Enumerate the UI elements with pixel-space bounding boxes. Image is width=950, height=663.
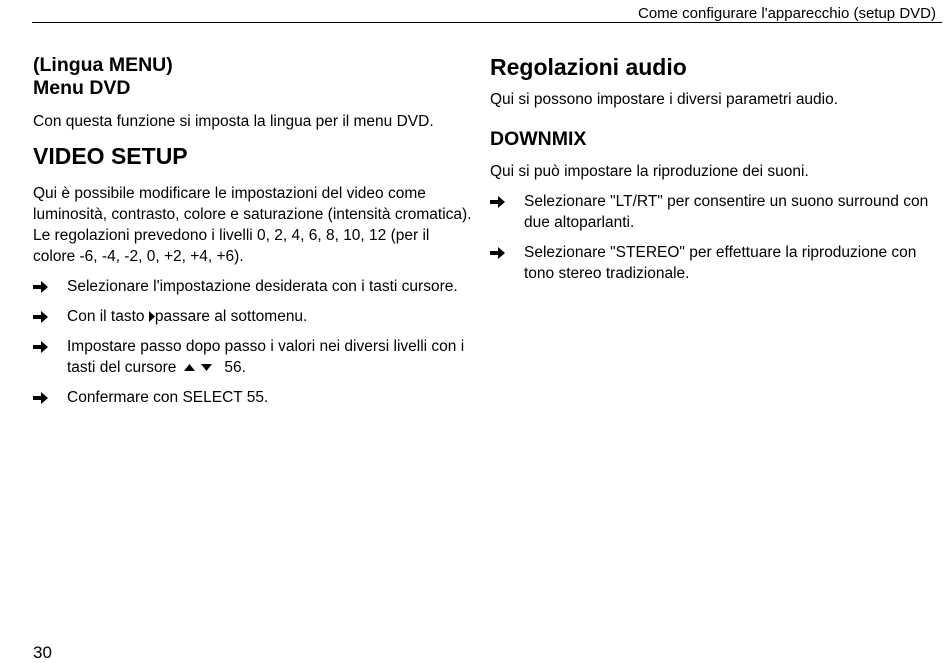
video-bullet-3 — [33, 336, 473, 378]
arrow-right-icon — [33, 280, 49, 294]
video-bullet-4 — [33, 387, 473, 408]
video-setup-text: Qui è possibile modificare le impostazioni del video come luminosità, contrasto, colore e saturazione (intensità cromatica). Le regolazioni prevedono i livelli 0, 2, 4, 6, 8, 10, 12 (per il colore -6, -4, -2, 0, +2, +4, +6). — [33, 185, 472, 265]
audio-text: Qui si possono impostare i diversi parametri audio. — [490, 91, 839, 108]
arrow-right-icon — [490, 246, 506, 260]
downmix-bullet-2-text: Selezionare "STEREO" per effettuare la riproduzione con tono stereo tradizionale. — [524, 244, 917, 282]
video-bullet-3-ref: 56. — [224, 359, 246, 376]
downmix-heading: DOWNMIX — [490, 128, 587, 150]
downmix-bullet-1-text: Selezionare "LT/RT" per consentire un suono surround con due altoparlanti. — [524, 193, 929, 231]
lingua-text: Con questa funzione si imposta la lingua per il menu DVD. — [33, 113, 434, 130]
downmix-bullet-2 — [490, 242, 930, 284]
video-bullet-2-pre: Con il tasto — [67, 308, 145, 325]
video-setup-heading: VIDEO SETUP — [33, 143, 188, 169]
arrow-right-icon — [33, 391, 49, 405]
triangle-up-icon — [184, 364, 195, 371]
video-bullet-2 — [33, 306, 473, 327]
page-number: 30 — [33, 643, 52, 662]
downmix-text: Qui si può impostare la riproduzione dei suoni. — [490, 163, 809, 180]
video-bullet-3-text: Impostare passo dopo passo i valori nei diversi livelli con i tasti del cursore — [67, 338, 465, 376]
triangle-down-icon — [201, 364, 212, 371]
lingua-menu-heading — [33, 54, 473, 100]
lingua-heading-line1: (Lingua MENU) — [33, 54, 173, 76]
left-column — [33, 54, 473, 408]
audio-heading: Regolazioni audio — [490, 54, 687, 80]
header-divider — [32, 22, 942, 23]
lingua-heading-line2: Menu DVD — [33, 77, 131, 99]
arrow-right-icon — [33, 340, 49, 354]
video-bullet-1 — [33, 276, 473, 297]
arrow-right-icon — [490, 195, 506, 209]
arrow-right-icon — [33, 310, 49, 324]
video-bullet-4-text: Confermare con SELECT 55. — [67, 389, 269, 406]
downmix-bullet-1 — [490, 191, 930, 233]
page-header-title: Come configurare l'apparecchio (setup DVD) — [637, 5, 936, 22]
video-bullet-1-text: Selezionare l'impostazione desiderata con i tasti cursore. — [67, 278, 458, 295]
right-column — [490, 54, 930, 284]
video-bullet-2-post: passare al sottomenu. — [154, 308, 308, 325]
